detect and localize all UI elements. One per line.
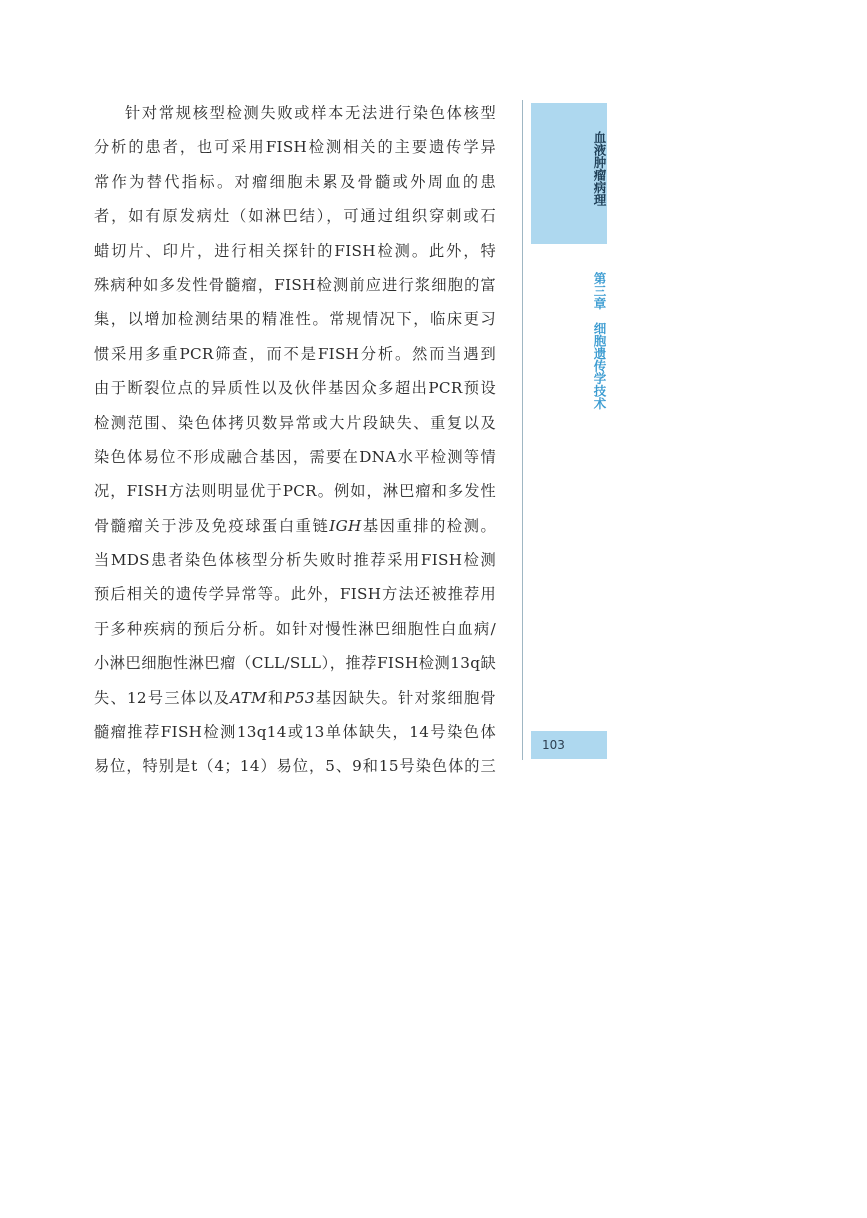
- text-line: [94, 509, 496, 543]
- text-segment: 基因缺失。针对浆细胞骨: [314, 688, 496, 707]
- text-line: 者，如有原发病灶（如淋巴结），可通过组织穿刺或石: [94, 207, 496, 226]
- text-line: 预后相关的遗传学异常等。此外，FISH方法还被推荐用: [94, 585, 496, 604]
- gene-name: P53: [284, 688, 315, 707]
- body-text: [94, 96, 496, 784]
- margin-divider: [522, 100, 523, 760]
- text-line: 分析的患者，也可采用FISH检测相关的主要遗传学异: [94, 138, 496, 157]
- text-line: 蜡切片、印片，进行相关探针的FISH检测。此外，特: [94, 241, 496, 260]
- text-segment: 失、12号三体以及: [94, 688, 231, 707]
- text-segment: 骨髓瘤关于涉及免疫球蛋白重链: [94, 516, 330, 535]
- text-segment: 基因重排的检测。: [361, 516, 497, 535]
- section-tab: [531, 103, 607, 244]
- text-line: 惯采用多重PCR筛查，而不是FISH分析。然而当遇到: [94, 344, 496, 363]
- text-segment: 和: [266, 688, 285, 707]
- section-label: 血液肿瘤病理: [592, 131, 607, 206]
- text-line: [94, 681, 496, 715]
- text-line: 检测范围、染色体拷贝数异常或大片段缺失、重复以及: [94, 413, 496, 432]
- text-line: 殊病种如多发性骨髓瘤，FISH检测前应进行浆细胞的富: [94, 275, 496, 294]
- text-line: 于多种疾病的预后分析。如针对慢性淋巴细胞性白血病/: [94, 619, 496, 638]
- text-line: 针对常规核型检测失败或样本无法进行染色体核型: [125, 104, 496, 122]
- text-line: 易位，特别是t（4；14）易位，5、9和15号染色体的三: [94, 757, 496, 776]
- text-line: 小淋巴细胞性淋巴瘤（CLL/SLL），推荐FISH检测13q缺: [94, 654, 496, 673]
- chapter-heading: [531, 272, 607, 442]
- text-line: 集，以增加检测结果的精准性。常规情况下，临床更习: [94, 310, 496, 329]
- gene-name: IGH: [329, 516, 362, 535]
- gene-name: ATM: [230, 688, 267, 707]
- text-line: 常作为替代指标。对瘤细胞未累及骨髓或外周血的患: [94, 172, 496, 191]
- text-line: 染色体易位不形成融合基因，需要在DNA水平检测等情: [94, 447, 496, 466]
- page-number-tab: [531, 731, 607, 759]
- text-line: 况，FISH方法则明显优于PCR。例如，淋巴瘤和多发性: [94, 482, 496, 501]
- text-line: 由于断裂位点的异质性以及伙伴基因众多超出PCR预设: [94, 379, 496, 398]
- chapter-label: 第三章 细胞遗传学技术: [592, 272, 607, 410]
- page-number: 103: [542, 738, 565, 752]
- text-line: 当MDS患者染色体核型分析失败时推荐采用FISH检测: [94, 551, 496, 570]
- text-line: 髓瘤推荐FISH检测13q14或13单体缺失，14号染色体: [94, 723, 496, 742]
